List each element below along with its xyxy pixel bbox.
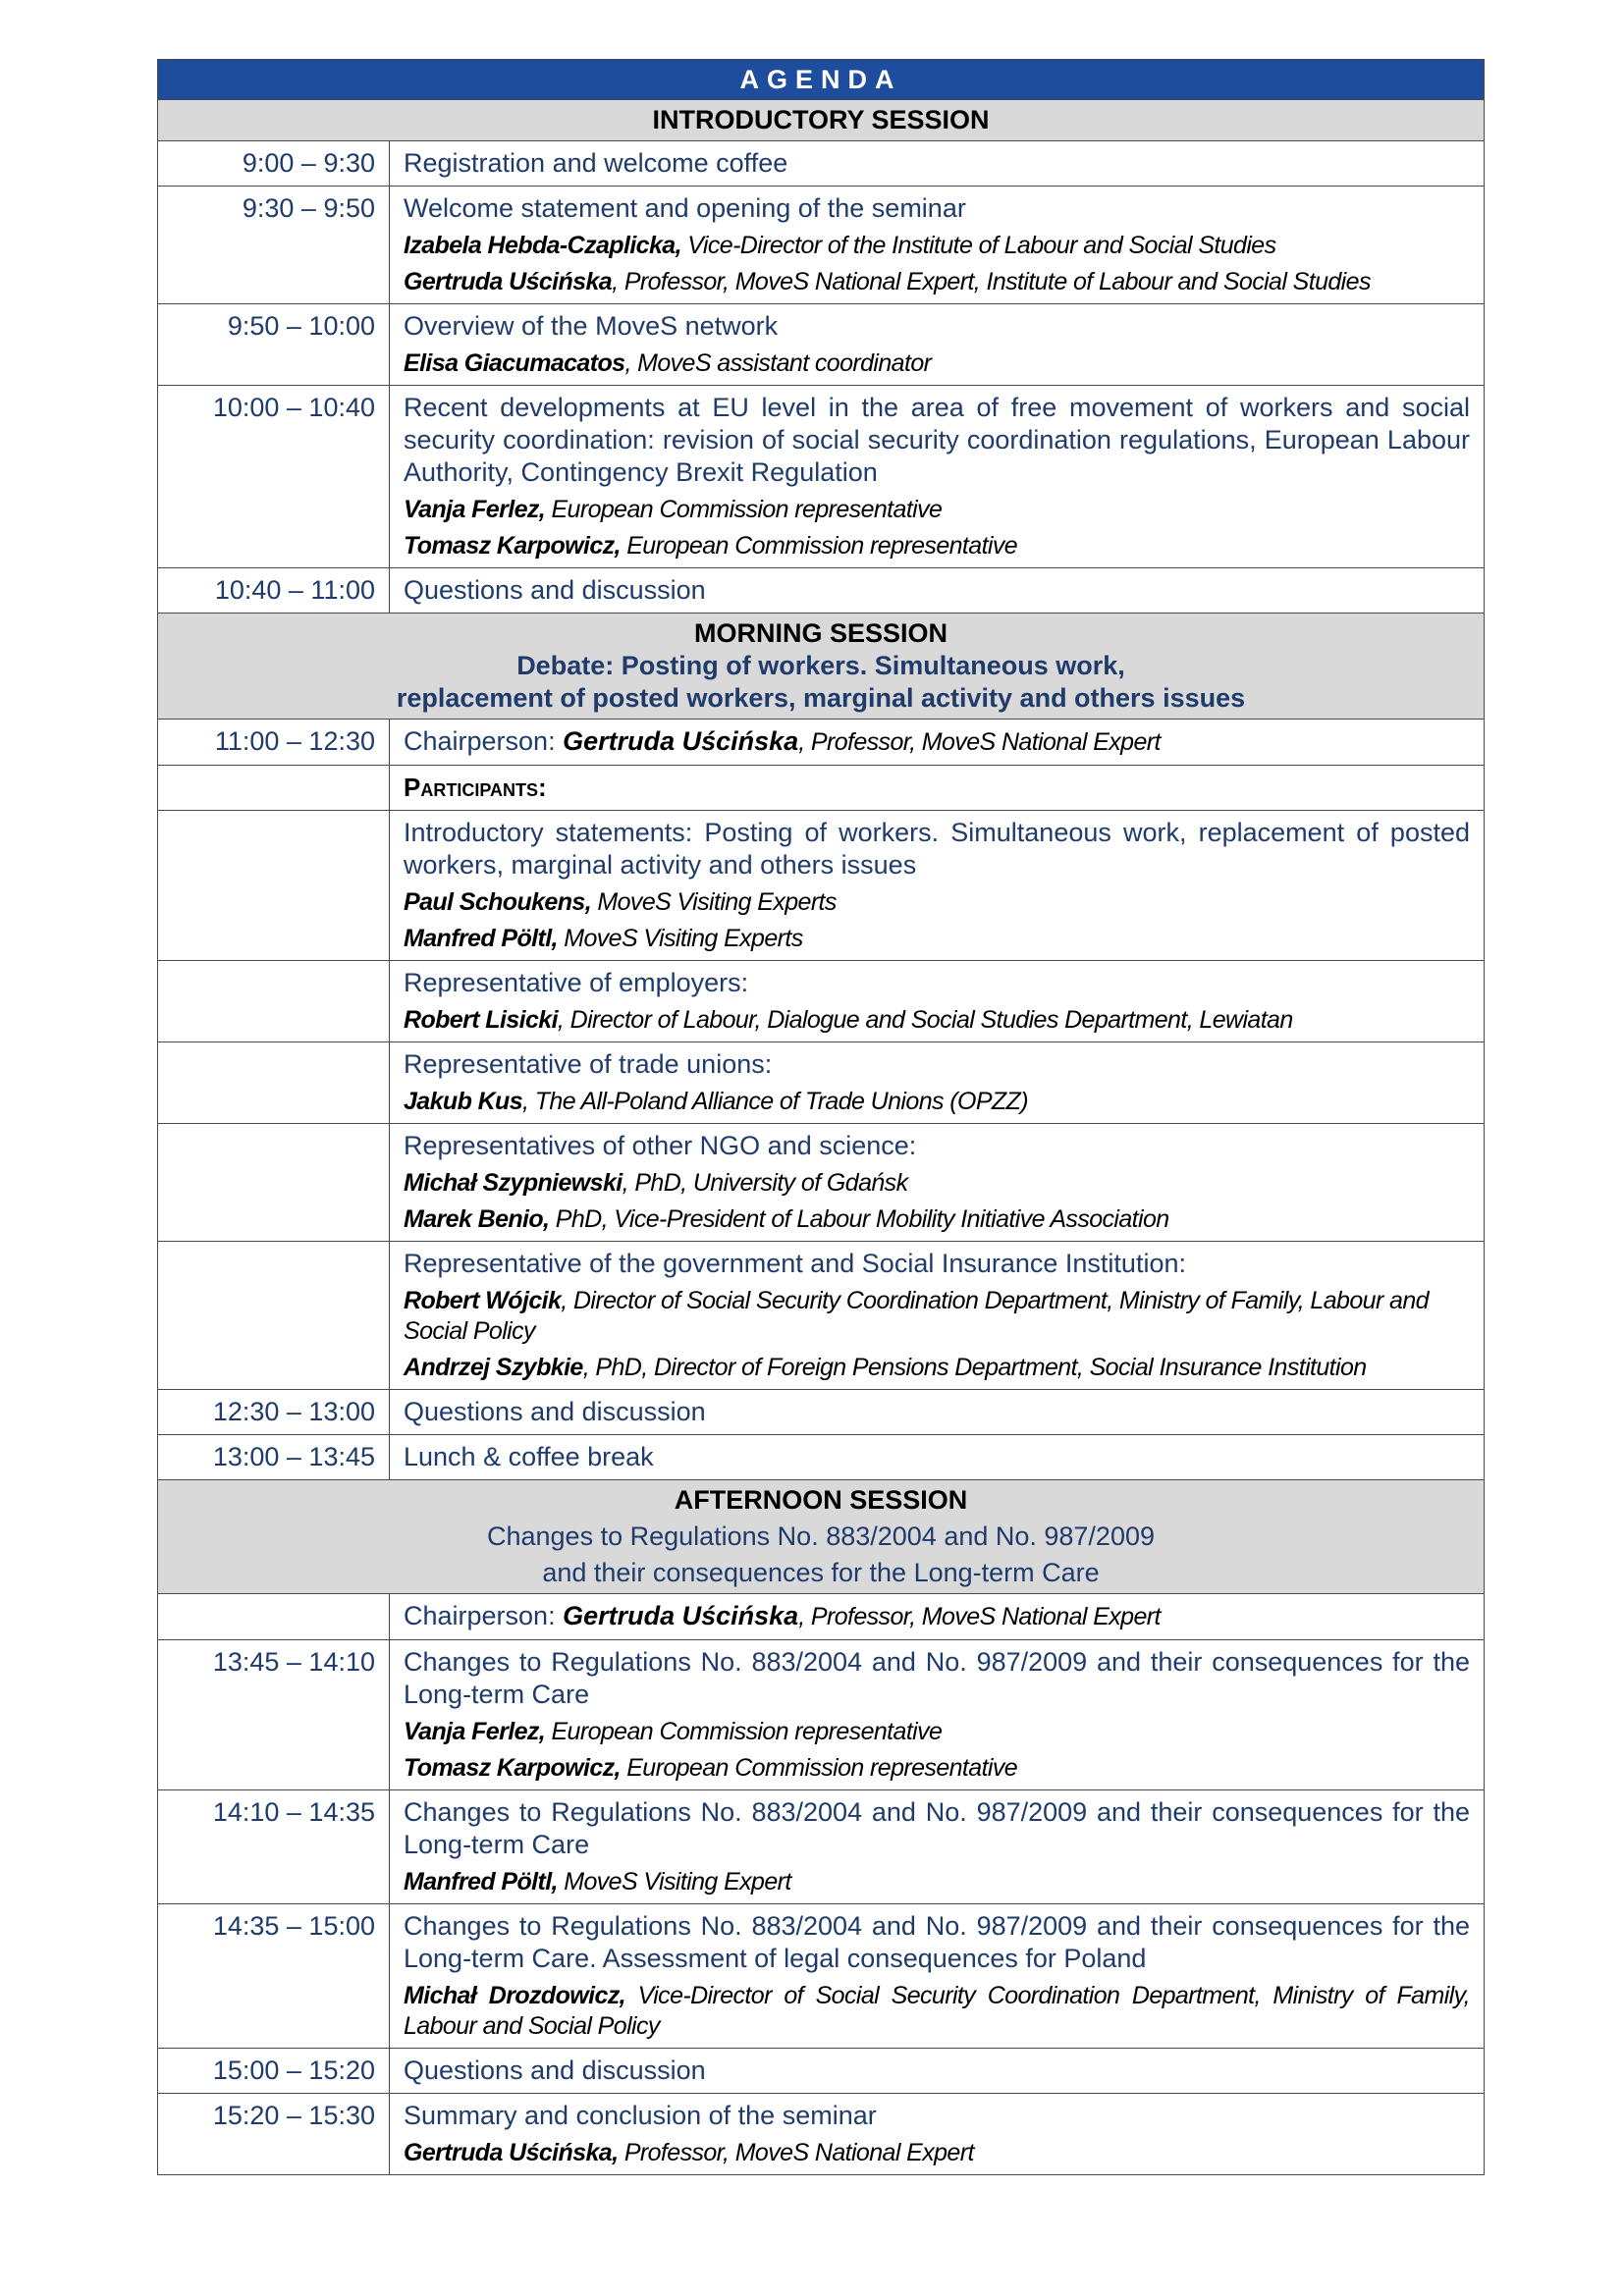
speaker-role: Professor, MoveS National Expert [618,2139,974,2166]
time-cell-empty [158,1124,390,1242]
speaker-name: Tomasz Karpowicz, [404,532,621,560]
speaker-name: Paul Schoukens, [404,888,592,916]
speaker-name: Manfred Pöltl, [404,1868,558,1896]
item-text: Questions and discussion [404,575,706,605]
section-title: INTRODUCTORY SESSION [652,105,990,134]
item-text: Registration and welcome coffee [404,148,788,178]
agenda-row [158,1242,1485,1390]
speaker-line [404,1981,1470,2042]
time-cell: 12:30 – 13:00 [158,1390,390,1435]
chair-row [158,1594,1485,1640]
time-cell-empty [158,766,390,811]
speaker-line [404,1005,1470,1036]
speaker-line [404,1286,1470,1347]
speaker-line [404,348,1470,379]
item-cell [390,187,1485,304]
time-cell-empty [158,1242,390,1390]
item-cell [390,1435,1485,1480]
item-cell [390,1790,1485,1904]
time-cell: 9:50 – 10:00 [158,304,390,386]
speaker-role: Vice-Director of Social Security Coordination Department, Ministry of Family, Labour and Social Policy [404,1982,1470,2040]
section-subtitle: replacement of posted workers, marginal activity and others issues [396,683,1246,713]
speaker-role: , PhD, Director of Foreign Pensions Department, Social Insurance Institution [582,1354,1367,1381]
speaker-name: Gertruda Uścińska, [404,2139,619,2166]
chair-role: , Professor, MoveS National Expert [798,728,1161,756]
speaker-name: Vanja Ferlez, [404,1718,546,1745]
item-text: Overview of the MoveS network [404,311,779,341]
agenda-row [158,386,1485,568]
agenda-row [158,304,1485,386]
agenda-row [158,1904,1485,2049]
agenda-row [158,1640,1485,1790]
item-text: Recent developments at EU level in the area of free movement of workers and social security coordination: revision of social security coordination regulations, European Labour Authority, Contingency Brexit Regulation [404,393,1470,487]
item-cell [390,1390,1485,1435]
speaker-line [404,231,1470,261]
item-cell [390,2049,1485,2094]
chair-label: Chairperson: [404,1601,564,1630]
speaker-role: , Professor, MoveS National Expert, Institute of Labour and Social Studies [612,268,1371,295]
speaker-line [404,924,1470,954]
time-cell: 15:00 – 15:20 [158,2049,390,2094]
speaker-name: Robert Wójcik [404,1287,562,1314]
speaker-name: Michał Drozdowicz, [404,1982,626,2009]
participants-row [158,766,1485,811]
agenda-table [157,59,1485,2175]
item-cell [390,1042,1485,1124]
speaker-role: MoveS Visiting Expert [557,1868,791,1896]
speaker-name: Jakub Kus [404,1088,523,1115]
speaker-role: European Commission representative [620,532,1018,560]
item-cell [390,961,1485,1042]
chair-role: , Professor, MoveS National Expert [798,1603,1161,1630]
item-text: Lunch & coffee break [404,1442,654,1471]
speaker-line [404,1867,1470,1897]
time-cell: 13:00 – 13:45 [158,1435,390,1480]
chair-cell [390,1594,1485,1640]
item-text: Representatives of other NGO and science: [404,1131,917,1160]
agenda-row [158,141,1485,187]
item-text: Changes to Regulations No. 883/2004 and No. 987/2009 and their consequences for the Long-term Care. Assessment of legal consequences for Poland [404,1911,1470,1973]
speaker-line [404,2138,1470,2168]
speaker-role: MoveS Visiting Experts [591,888,837,916]
item-text: Changes to Regulations No. 883/2004 and No. 987/2009 and their consequences for the Long-term Care [404,1647,1470,1709]
item-text: Representative of the government and Social Insurance Institution: [404,1249,1186,1278]
item-cell [390,2094,1485,2175]
item-text: Welcome statement and opening of the seminar [404,193,966,223]
speaker-line [404,1087,1470,1117]
speaker-name: Elisa Giacumacatos [404,349,625,377]
speaker-role: European Commission representative [545,496,943,523]
item-cell [390,1124,1485,1242]
section-title: AFTERNOON SESSION [674,1485,968,1515]
agenda-row [158,187,1485,304]
item-cell [390,1242,1485,1390]
agenda-row [158,1435,1485,1480]
time-cell: 9:30 – 9:50 [158,187,390,304]
speaker-name: Izabela Hebda-Czaplicka, [404,232,681,259]
speaker-role: , PhD, University of Gdańsk [622,1169,908,1197]
speaker-role: Vice-Director of the Institute of Labour and Social Studies [680,232,1276,259]
agenda-row [158,1042,1485,1124]
time-cell: 15:20 – 15:30 [158,2094,390,2175]
chair-label: Chairperson: [404,726,564,756]
speaker-line [404,1753,1470,1784]
time-cell-empty [158,1594,390,1640]
item-text: Representative of trade unions: [404,1049,773,1079]
speaker-role: European Commission representative [620,1754,1018,1782]
speaker-name: Andrzej Szybkie [404,1354,583,1381]
participants-label: Participants: [404,773,547,802]
speaker-role: MoveS Visiting Experts [557,925,803,952]
time-cell: 11:00 – 12:30 [158,720,390,766]
speaker-name: Gertruda Uścińska [404,268,613,295]
time-cell-empty [158,961,390,1042]
speaker-name: Manfred Pöltl, [404,925,558,952]
chair-cell [390,720,1485,766]
agenda-row [158,568,1485,614]
speaker-role: , The All-Poland Alliance of Trade Unions (OPZZ) [522,1088,1028,1115]
time-cell: 14:35 – 15:00 [158,1904,390,2049]
speaker-role: European Commission representative [545,1718,943,1745]
section-header-morning [158,614,1485,720]
speaker-line [404,267,1470,297]
section-header-introductory [158,100,1485,141]
chair-name: Gertruda Uścińska [563,726,799,756]
item-text: Questions and discussion [404,1397,706,1426]
item-text: Summary and conclusion of the seminar [404,2101,877,2130]
chair-name: Gertruda Uścińska [563,1601,799,1630]
time-cell: 14:10 – 14:35 [158,1790,390,1904]
section-title: MORNING SESSION [693,618,948,648]
agenda-row [158,1390,1485,1435]
speaker-line [404,887,1470,918]
time-cell-empty [158,811,390,961]
item-text: Questions and discussion [404,2056,706,2085]
speaker-name: Tomasz Karpowicz, [404,1754,621,1782]
agenda-row [158,1124,1485,1242]
time-cell-empty [158,1042,390,1124]
item-cell [390,141,1485,187]
speaker-line [404,495,1470,525]
speaker-line [404,1168,1470,1199]
speaker-role: PhD, Vice-President of Labour Mobility Initiative Association [549,1205,1169,1233]
agenda-row [158,811,1485,961]
speaker-line [404,1353,1470,1383]
time-cell: 10:00 – 10:40 [158,386,390,568]
chair-row [158,720,1485,766]
item-cell [390,811,1485,961]
speaker-role: , Director of Social Security Coordination Department, Ministry of Family, Labour and Social Policy [404,1287,1429,1345]
speaker-role: , Director of Labour, Dialogue and Social Studies Department, Lewiatan [557,1006,1293,1034]
item-cell [390,1904,1485,2049]
speaker-line [404,531,1470,561]
item-cell [390,304,1485,386]
speaker-role: , MoveS assistant coordinator [624,349,932,377]
agenda-row [158,2049,1485,2094]
item-text: Representative of employers: [404,968,749,997]
agenda-title-row [158,60,1485,100]
item-cell [390,568,1485,614]
speaker-name: Robert Lisicki [404,1006,558,1034]
section-subtitle: and their consequences for the Long-term Care [542,1558,1100,1587]
agenda-row [158,1790,1485,1904]
speaker-line [404,1204,1470,1235]
time-cell: 13:45 – 14:10 [158,1640,390,1790]
speaker-line [404,1717,1470,1747]
item-cell [390,1640,1485,1790]
agenda-row [158,2094,1485,2175]
item-text: Introductory statements: Posting of workers. Simultaneous work, replacement of posted workers, marginal activity and others issues [404,818,1470,880]
agenda-title: AGENDA [158,60,1485,100]
section-subtitle: Debate: Posting of workers. Simultaneous work, [516,651,1125,680]
speaker-name: Michał Szypniewski [404,1169,623,1197]
section-subtitle: Changes to Regulations No. 883/2004 and No. 987/2009 [486,1522,1155,1551]
speaker-name: Vanja Ferlez, [404,496,546,523]
time-cell: 9:00 – 9:30 [158,141,390,187]
time-cell: 10:40 – 11:00 [158,568,390,614]
item-text: Changes to Regulations No. 883/2004 and No. 987/2009 and their consequences for the Long-term Care [404,1797,1470,1859]
agenda-row [158,961,1485,1042]
speaker-name: Marek Benio, [404,1205,550,1233]
item-cell [390,386,1485,568]
section-header-afternoon [158,1480,1485,1594]
